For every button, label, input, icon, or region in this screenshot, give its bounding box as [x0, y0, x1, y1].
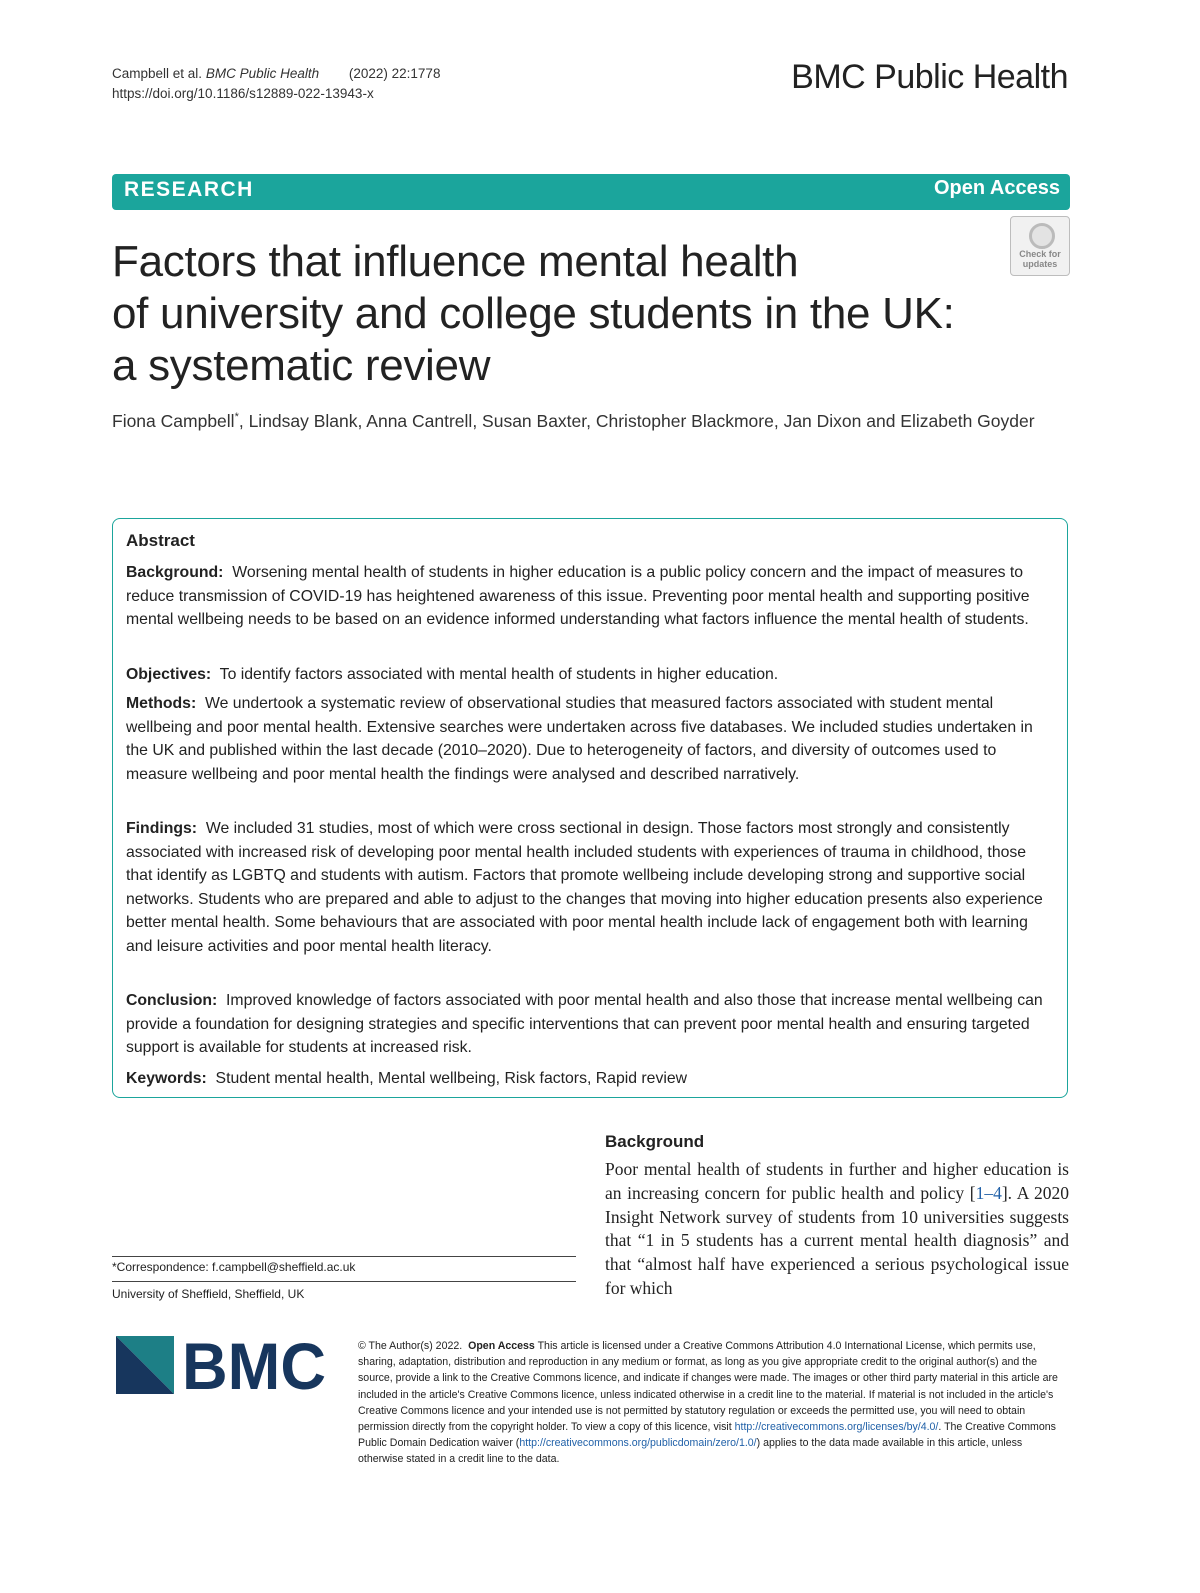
footnote-divider [112, 1281, 576, 1282]
section-text: Worsening mental health of students in higher education is a public policy concern and the impact of measures to reduce transmission of COVID-19 has heightened awareness of this issue. Preventing poor mental health and supporting positive mental wellbeing needs to be based on an evidence informed understanding what factors influence the mental health of students. [126, 564, 1030, 628]
section-label: Conclusion: [126, 992, 218, 1009]
abstract-keywords [126, 1067, 1056, 1091]
section-text: Student mental health, Mental wellbeing, Risk factors, Rapid review [215, 1070, 688, 1087]
background-text [605, 1158, 1069, 1301]
corresponding-mark: * [234, 411, 239, 423]
author-rest: , Lindsay Blank, Anna Cantrell, Susan Baxter, Christopher Blackmore, Jan Dixon and Elizabeth Goyder [238, 410, 1035, 431]
abstract-findings [126, 817, 1056, 958]
check-for-updates-label: Check for updates [1019, 249, 1061, 269]
article-type-banner [112, 174, 1070, 210]
citation-link[interactable]: 1–4 [975, 1182, 1002, 1203]
section-label: Methods: [126, 695, 197, 712]
section-label: Findings: [126, 820, 198, 837]
section-label: Background: [126, 564, 224, 581]
affiliation-note: University of Sheffield, Sheffield, UK [112, 1287, 305, 1301]
citation-journal: BMC Public Health [205, 66, 320, 81]
citation-authors: Campbell et al. [112, 66, 203, 81]
doi-link[interactable]: https://doi.org/10.1186/s12889-022-13943-x [112, 86, 374, 101]
abstract-objectives [126, 663, 1056, 687]
citation-year: (2022) 22:1778 [348, 66, 441, 81]
journal-name: BMC Public Health [791, 58, 1068, 96]
abstract-heading: Abstract [126, 531, 195, 550]
title-line: Factors that influence mental health [112, 237, 799, 286]
title-line: of university and college students in the UK: [112, 289, 955, 338]
author-first[interactable]: Fiona Campbell [112, 410, 235, 431]
license-text [358, 1338, 1070, 1468]
body-text: ]. A 2020 Insight Network survey of students from 10 universities suggests that “1 in 5 students has a current mental health diagnosis” and that “almost half have experienced a serious psychological issue for which [605, 1182, 1069, 1298]
bmc-logo [116, 1336, 328, 1394]
abstract-methods [126, 692, 1056, 786]
abstract-background [126, 561, 1056, 632]
body-text: Poor mental health of students in further and higher education is an increasing concern for public health and policy [ [605, 1159, 1069, 1203]
section-text: We undertook a systematic review of observational studies that measured factors associated with student mental wellbeing and poor mental health. Extensive searches were undertaken across five databases. We included studies undertaken in the UK and published within the last decade (2010–2020). Due to heterogeneity of factors, and diversity of outcomes used to measure wellbeing and poor mental health the findings were analysed and described narratively. [126, 695, 1033, 783]
article-type-label: RESEARCH [124, 178, 254, 201]
copyright: © The Author(s) 2022. [358, 1340, 463, 1352]
open-access-label-small: Open Access [468, 1340, 535, 1352]
article-title [112, 236, 1012, 392]
section-label: Objectives: [126, 666, 212, 683]
author-list [112, 402, 1052, 436]
correspondence-note: *Correspondence: f.campbell@sheffield.ac.uk [112, 1260, 356, 1274]
license-body: . The Creative Commons Public Domain Dedication waiver ( [358, 1421, 1056, 1450]
abstract-box [112, 518, 1068, 1098]
logo-text: BMC [182, 1336, 326, 1394]
title-line: a systematic review [112, 341, 491, 390]
section-label: Keywords: [126, 1070, 207, 1087]
cc-zero-link[interactable]: http://creativecommons.org/publicdomain/zero/1.0/ [519, 1437, 757, 1450]
section-text: To identify factors associated with mental health of students in higher education. [219, 666, 779, 683]
section-text: Improved knowledge of factors associated with poor mental health and also those that increase mental wellbeing can provide a foundation for designing strategies and specific interventions that can prevent poor mental health and ensuring targeted support is available for students at increased risk. [126, 992, 1043, 1056]
abstract-conclusion [126, 989, 1056, 1060]
footnote-divider [112, 1256, 576, 1257]
background-heading: Background [605, 1132, 705, 1151]
check-for-updates-icon [1029, 223, 1055, 249]
license-body: ) applies to the data made available in this article, unless otherwise stated in a credit line to the data. [358, 1437, 1023, 1466]
check-for-updates-badge[interactable] [1010, 216, 1070, 276]
section-text: We included 31 studies, most of which were cross sectional in design. Those factors most strongly and consistently associated with increased risk of developing poor mental health included students with experiences of trauma in childhood, those that identify as LGBTQ and students with autism. Factors that promote wellbeing include developing strong and supportive social networks. Students who are prepared and able to adjust to the changes that moving into higher education presents also experience better mental health. Some behaviours that are associated with poor mental health include lack of engagement both with learning and leisure activities and poor mental health literacy. [126, 820, 1043, 955]
open-access-label: Open Access [934, 177, 1060, 199]
citation-header [112, 64, 440, 104]
license-body: This article is licensed under a Creative Commons Attribution 4.0 International License, which permits use, sharing, adaptation, distribution and reproduction in any medium or format, as long as you give appropriate credit to the original author(s) and the source, provide a link to the Creative Commons licence, and indicate if changes were made. The images or other third party material in this article are included in the article's Creative Commons licence, unless indicated otherwise in a credit line to the material. If material is not included in the article's Creative Commons licence and your intended use is not permitted by statutory regulation or exceeds the permitted use, you will need to obtain permission directly from the copyright holder. To view a copy of this licence, visit [358, 1340, 1058, 1434]
cc-by-link[interactable]: http://creativecommons.org/licenses/by/4.0/ [734, 1421, 939, 1434]
